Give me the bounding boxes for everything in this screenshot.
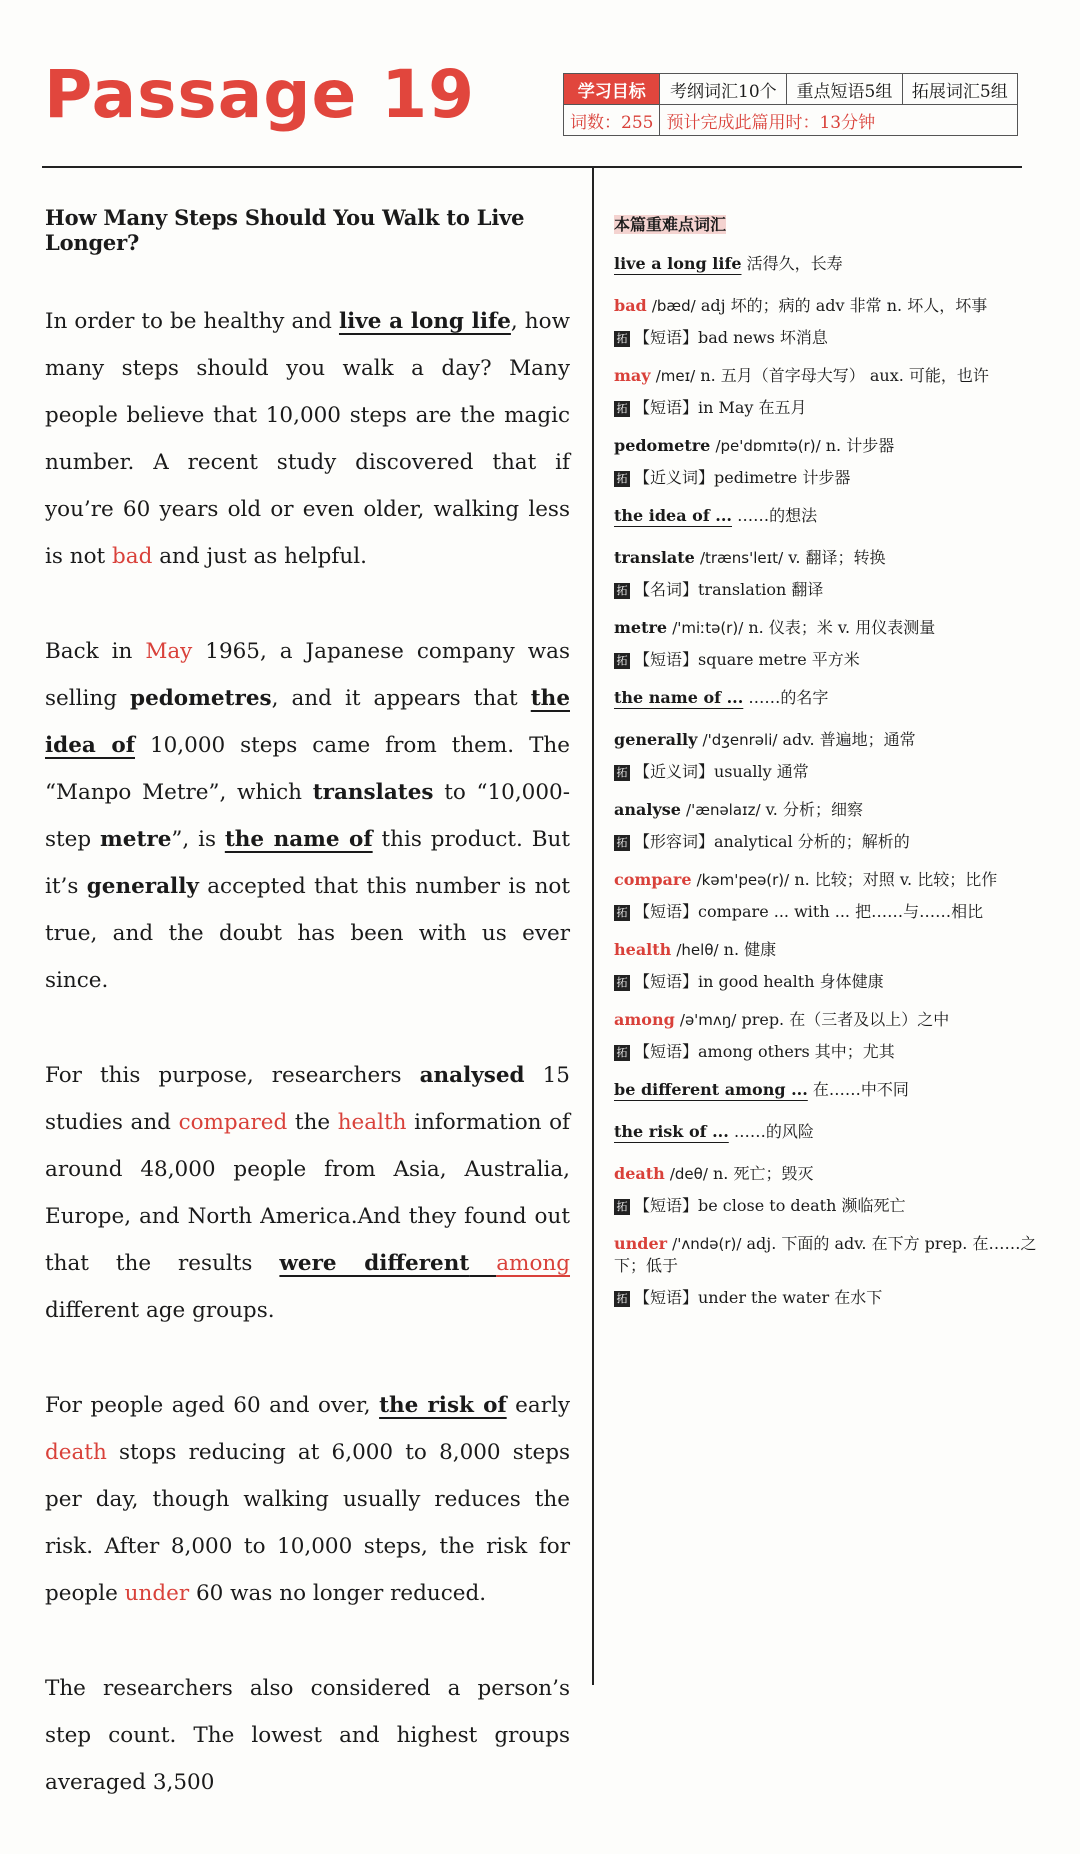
vocab-ipa: /'miːtə(r)/ [672,619,744,637]
vocab-meaning: ……的想法 [737,506,818,525]
vocab-word: generally [614,730,698,749]
vocab-definition: v. 分析；细察 [765,800,863,819]
vocab-word-entry [614,295,1044,349]
vocab-word-entry [614,617,1044,671]
vocab-extension: 【近义词】usually 通常 [634,762,809,781]
paragraph-2: Back in May 1965, a Japanese company was selling pedometres, and it appears that the idea of 10,000 steps came from them. The “Manpo Metre”, which translates to “10,000-step metre”, is the name of this product. But it’s generally accepted that this number is not true, and the doubt has been with us ever since. [45,639,571,993]
word-generally: generally [86,874,199,899]
vocab-list [614,253,1044,1309]
vocab-ipa: /bæd/ [651,297,696,315]
top-divider [42,166,1022,168]
goal-key-phrases: 重点短语5组 [787,74,902,105]
vocab-word: may [614,366,651,385]
vocab-extension: 【短语】be close to death 濒临死亡 [634,1196,906,1215]
vocab-definition: adj. 下面的 adv. 在下方 prep. 在……之下；低于 [614,1234,1037,1275]
word-count: 词数：255 [564,105,660,136]
phrase-the-name-of: the name of [224,827,373,852]
vocab-word-entry [614,365,1044,419]
extension-icon: 拓 [614,331,630,347]
page-title: Passage 19 [44,56,476,133]
vocab-ipa: /helθ/ [676,941,719,959]
vocab-ipa: /træns'leɪt/ [699,549,784,567]
vocab-word: compare [614,870,692,889]
vocab-ipa: /meɪ/ [655,367,696,385]
vocab-word: bad [614,296,647,315]
word-death: death [45,1440,107,1465]
phrase-were-different: were different [279,1251,470,1276]
article-title: How Many Steps Should You Walk to Live Longer? [45,205,525,255]
vocab-panel [614,212,1044,1325]
word-among: among [496,1251,570,1276]
word-analysed: analysed [419,1063,525,1088]
vocab-word-entry [614,1163,1044,1217]
vocab-phrase: the idea of ... [614,506,732,525]
vocab-ipa: /deθ/ [669,1165,708,1183]
vocab-extension: 【短语】among others 其中；尤其 [634,1042,895,1061]
vocab-extension: 【短语】square metre 平方米 [634,650,860,669]
paragraph-1: In order to be healthy and live a long life, how many steps should you walk a day? Many people believe that 10,000 steps are the magic number. A recent study discovered that if you’re 60 years old or even older, walking less is not bad and just as helpful. [45,309,570,569]
vocab-word-entry [614,869,1044,923]
vocab-extension: 【短语】in good health 身体健康 [634,972,884,991]
vocab-header: 本篇重难点词汇 [614,215,727,234]
vocab-meaning: ……的名字 [748,688,829,707]
vocab-meaning: ……的风险 [733,1122,814,1141]
extension-icon: 拓 [614,1045,630,1061]
vocab-extension: 【形容词】analytical 分析的；解析的 [634,832,910,851]
vocab-word-entry [614,1009,1044,1063]
vocab-extension: 【短语】compare ... with ... 把……与……相比 [634,902,984,921]
vocab-definition: n. 计步器 [825,436,895,455]
vocab-ipa: /'ænəlaɪz/ [686,801,761,819]
vocab-definition: n. 仪表；米 v. 用仪表测量 [748,618,936,637]
vocab-word-entry [614,1233,1044,1309]
phrase-live-a-long-life: live a long life [338,309,511,334]
vocab-word: under [614,1234,668,1253]
phrase-the-idea-of: the idea of [45,686,570,758]
extension-icon: 拓 [614,401,630,417]
word-health: health [337,1110,407,1135]
goal-extended-words: 拓展词汇5组 [902,74,1017,105]
vocab-phrase-entry [614,1121,1044,1143]
extension-icon: 拓 [614,1291,630,1307]
vocab-definition: prep. 在（三者及以上）之中 [741,1010,950,1029]
paragraph-4: For people aged 60 and over, the risk of early death stops reducing at 6,000 to 8,000 steps per day, though walking usually reduces the risk. After 8,000 to 10,000 steps, the risk for people under 60 was no longer reduced. [45,1393,570,1606]
vocab-definition: adv. 普遍地；通常 [782,730,916,749]
vocab-ipa: /'ʌndə(r)/ [672,1235,742,1253]
extension-icon: 拓 [614,653,630,669]
vocab-phrase-entry [614,253,1044,275]
word-may: May [145,639,193,664]
vocab-extension: 【短语】bad news 坏消息 [634,328,828,347]
vocab-definition: adj 坏的；病的 adv 非常 n. 坏人，坏事 [700,296,988,315]
vocab-word: analyse [614,800,681,819]
vocab-definition: n. 健康 [723,940,777,959]
vocab-phrase: the risk of ... [614,1122,729,1141]
extension-icon: 拓 [614,1199,630,1215]
extension-icon: 拓 [614,975,630,991]
vocab-definition: n. 五月（首字母大写） aux. 可能，也许 [700,366,989,385]
word-compared: compared [178,1110,288,1135]
word-pedometres: pedometres [130,686,272,711]
vocab-word: pedometre [614,436,711,455]
extension-icon: 拓 [614,765,630,781]
vocab-word-entry [614,547,1044,601]
vocab-phrase-entry [614,1079,1044,1101]
vocab-definition: n. 死亡；毁灭 [713,1164,814,1183]
vocab-ipa: /'dʒenrəli/ [702,731,778,749]
extension-icon: 拓 [614,835,630,851]
vocab-extension: 【近义词】pedimetre 计步器 [634,468,851,487]
article [45,205,570,1854]
goal-label: 学习目标 [564,74,660,105]
extension-icon: 拓 [614,471,630,487]
phrase-the-risk-of: the risk of [379,1393,507,1418]
vocab-ipa: /pe'dɒmɪtə(r)/ [715,437,821,455]
word-translates: translates [312,780,434,805]
vocab-phrase: live a long life [614,254,742,273]
vocab-word-entry [614,939,1044,993]
vocab-extension: 【短语】under the water 在水下 [634,1288,883,1307]
reading-time: 预计完成此篇用时：13分钟 [660,105,1018,136]
extension-icon: 拓 [614,583,630,599]
vocab-word-entry [614,799,1044,853]
word-bad: bad [112,544,153,569]
word-metre: metre [100,827,172,852]
paragraph-3: For this purpose, researchers analysed 15 studies and compared the health information of around 48,000 people from Asia, Australia, Europe, and North America.And they found out that the results were different among different age groups. [45,1063,570,1323]
study-goals-table [563,73,1018,136]
goal-syllabus-words: 考纲词汇10个 [660,74,787,105]
vocab-word: death [614,1164,665,1183]
vocab-word: health [614,940,672,959]
vocab-phrase: be different among ... [614,1080,808,1099]
column-divider [592,168,594,1685]
vocab-word-entry [614,729,1044,783]
extension-icon: 拓 [614,905,630,921]
vocab-extension: 【名词】translation 翻译 [634,580,824,599]
vocab-phrase-entry [614,687,1044,709]
vocab-word: metre [614,618,668,637]
vocab-phrase-entry [614,505,1044,527]
vocab-extension: 【短语】in May 在五月 [634,398,807,417]
vocab-definition: v. 翻译；转换 [788,548,886,567]
vocab-meaning: 在……中不同 [812,1080,909,1099]
vocab-word-entry [614,435,1044,489]
vocab-definition: n. 比较；对照 v. 比较；比作 [794,870,998,889]
vocab-ipa: /ə'mʌŋ/ [679,1011,737,1029]
word-under: under [124,1581,190,1606]
vocab-ipa: /kəm'peə(r)/ [696,871,790,889]
vocab-word: among [614,1010,675,1029]
paragraph-5: The researchers also considered a person’s step count. The lowest and highest groups averaged 3,500 [45,1676,570,1795]
vocab-meaning: 活得久，长寿 [746,254,843,273]
vocab-phrase: the name of ... [614,688,744,707]
vocab-word: translate [614,548,695,567]
